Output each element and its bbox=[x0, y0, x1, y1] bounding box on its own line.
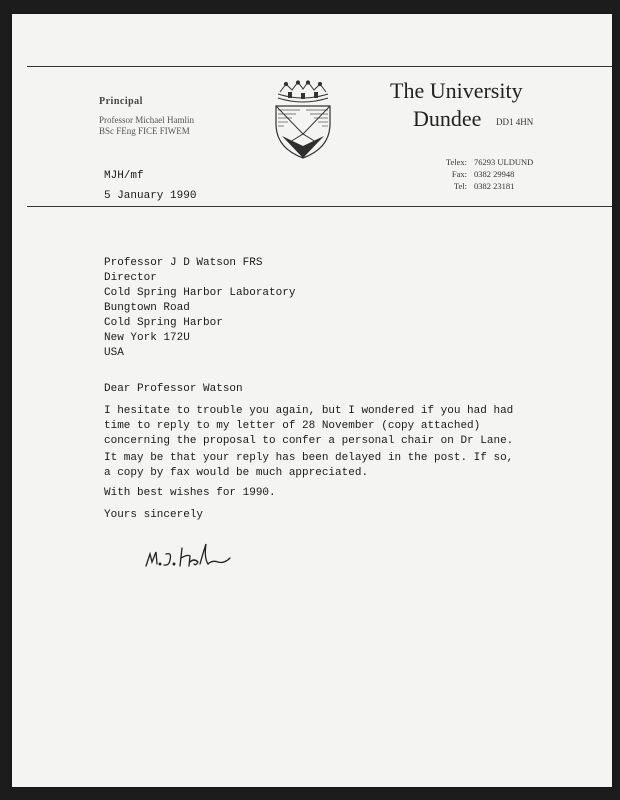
telex-label: Telex: bbox=[445, 157, 467, 167]
reference-code: MJH/mf bbox=[104, 170, 144, 182]
body-paragraph-3: With best wishes for 1990. bbox=[104, 487, 276, 499]
fax-label: Fax: bbox=[451, 169, 467, 179]
principal-label: Principal bbox=[99, 96, 143, 107]
body-paragraph-1: I hesitate to trouble you again, but I wondered if you had had time to reply to my letter of 28 November (copy attached) concerning the proposal to confer a personal chair on Dr Lane. bbox=[104, 405, 514, 447]
header-top-rule bbox=[27, 66, 612, 67]
university-postcode: DD1 4HN bbox=[496, 117, 534, 127]
recipient-line: USA bbox=[104, 347, 124, 359]
salutation: Dear Professor Watson bbox=[104, 383, 243, 395]
university-crest-icon bbox=[270, 80, 336, 160]
letter-page bbox=[12, 14, 612, 787]
principal-name: Professor Michael Hamlin bbox=[99, 115, 194, 125]
principal-qualifications: BSc FEng FICE FIWEM bbox=[99, 126, 190, 136]
recipient-line: Cold Spring Harbor Laboratory bbox=[104, 287, 296, 299]
tel-label: Tel: bbox=[453, 181, 467, 191]
recipient-line: New York 172U bbox=[104, 332, 190, 344]
recipient-line: Bungtown Road bbox=[104, 302, 190, 314]
tel-value: 0382 23181 bbox=[474, 181, 515, 191]
fax-value: 0382 29948 bbox=[474, 169, 515, 179]
university-name-line1: The University bbox=[390, 78, 523, 103]
closing: Yours sincerely bbox=[104, 509, 204, 521]
letter-date: 5 January 1990 bbox=[104, 190, 197, 202]
recipient-line: Professor J D Watson FRS bbox=[104, 257, 263, 269]
body-paragraph-2: It may be that your reply has been delayed in the post. If so, a copy by fax would be much appreciated. bbox=[104, 452, 514, 479]
handwritten-signature-icon bbox=[142, 540, 232, 572]
recipient-line: Director bbox=[104, 272, 157, 284]
header-bottom-rule bbox=[27, 206, 612, 207]
telex-value: 76293 ULDUND bbox=[474, 157, 534, 167]
university-name-line2: Dundee bbox=[413, 106, 482, 131]
recipient-line: Cold Spring Harbor bbox=[104, 317, 223, 329]
